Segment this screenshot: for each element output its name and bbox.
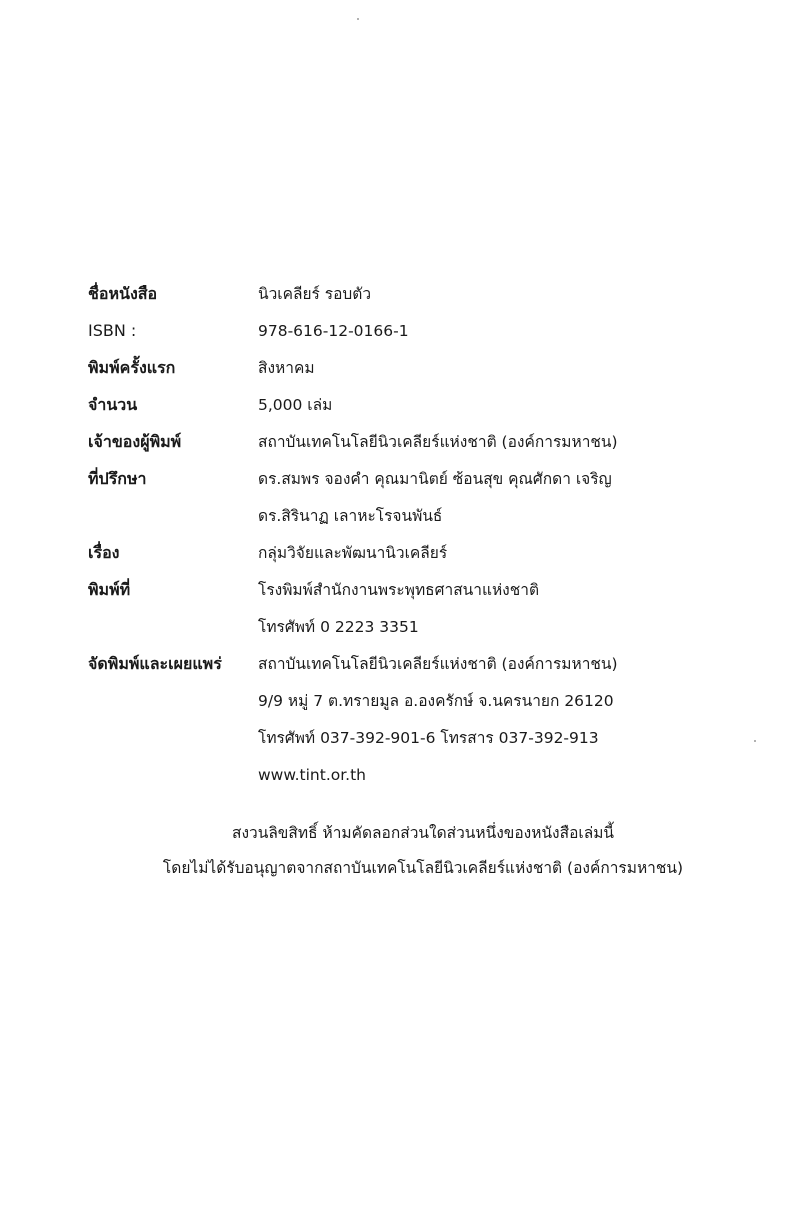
field-label: เรื่อง [88,543,120,562]
field-value: สถาบันเทคโนโลยีนิวเคลียร์แห่งชาติ (องค์การมหาชน) [258,655,618,673]
copyright-notice-line-2: โดยไม่ได้รับอนุญาตจากสถาบันเทคโนโลยีนิวเคลียร์แห่งชาติ (องค์การมหาชน) [162,859,684,877]
field-value: สิงหาคม [258,359,315,377]
field-value: ดร.สมพร จองคำ คุณมานิตย์ ซ้อนสุข คุณศักดา เจริญ [258,470,612,488]
imprint-block [88,284,728,785]
scan-speck [754,740,756,742]
field-value: กลุ่มวิจัยและพัฒนานิวเคลียร์ [258,544,448,562]
field-label: เจ้าของผู้พิมพ์ [88,432,182,451]
imprint-row-printer [88,580,728,637]
field-values [258,432,728,452]
field-label: ชื่อหนังสือ [88,284,158,303]
field-values [258,358,728,378]
field-values [258,321,728,341]
field-value: โรงพิมพ์สำนักงานพระพุทธศาสนาแห่งชาติ [258,581,540,599]
field-value: โทรศัพท์ 037-392-901-6 โทรสาร 037-392-913 [258,729,599,747]
field-label: ที่ปรึกษา [88,469,147,488]
scan-speck [357,18,359,20]
copyright-notice-line-1: สงวนลิขสิทธิ์ ห้ามคัดลอกส่วนใดส่วนหนึ่งของหนังสือเล่มนี้ [231,824,615,842]
imprint-row-isbn [88,321,728,341]
field-label: จัดพิมพ์และเผยแพร่ [88,654,222,673]
field-value: สถาบันเทคโนโลยีนิวเคลียร์แห่งชาติ (องค์การมหาชน) [258,433,618,451]
field-value: 5,000 เล่ม [258,396,333,414]
field-values [258,580,728,637]
field-label: พิมพ์ที่ [88,580,131,599]
imprint-row-subject [88,543,728,563]
field-values [258,543,728,563]
imprint-row-quantity [88,395,728,415]
imprint-row-first-print [88,358,728,378]
imprint-row-owner [88,432,728,452]
field-value: โทรศัพท์ 0 2223 3351 [258,618,419,636]
field-value: 978-616-12-0166-1 [258,322,409,340]
field-value: นิวเคลียร์ รอบตัว [258,285,372,303]
field-label: ISBN : [88,321,137,340]
imprint-row-advisors [88,469,728,526]
field-values [258,395,728,415]
imprint-row-title [88,284,728,304]
field-values [258,654,728,785]
field-values [258,469,728,526]
website-text: www.tint.or.th [258,766,367,784]
field-values [258,284,728,304]
field-label: พิมพ์ครั้งแรก [88,358,176,377]
field-label: จำนวน [88,395,138,414]
field-value: ดร.สิรินาฏ เลาหะโรจนพันธ์ [258,507,443,525]
field-value: 9/9 หมู่ 7 ต.ทรายมูล อ.องครักษ์ จ.นครนายก 26120 [258,692,614,710]
imprint-row-publisher [88,654,728,785]
